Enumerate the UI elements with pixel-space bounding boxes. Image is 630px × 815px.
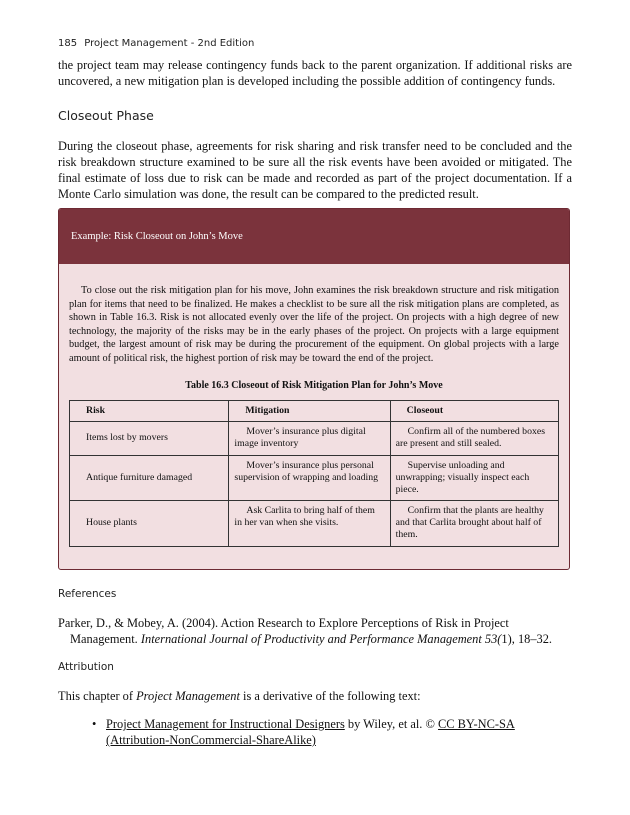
cell-mitigation-text: Mover’s insurance plus digital image inventory xyxy=(234,425,366,449)
example-body-text: To close out the risk mitigation plan for his move, John examines the risk breakdown structure and risk mitigation plan for items that need to be finalized. He makes a checklist to be sure all the risk mitigation plans are completed, as shown in Table 16.3. Risk is not allocated evenly over the life of the project. On projects with a high degree of new technology, the majority of the risks may be in the early phases of the project. On projects with a large equipment budget, the largest amount of risk may be during the procurement of the equipment. On global projects with a large amount of political risk, the highest portion of risk may be toward the end of the project. xyxy=(69,285,559,364)
cell-closeout xyxy=(390,455,558,500)
section-heading: Closeout Phase xyxy=(58,108,154,123)
attribution-heading: Attribution xyxy=(58,661,114,673)
header-closeout: Closeout xyxy=(390,400,558,421)
references-heading: References xyxy=(58,588,117,600)
cell-closeout xyxy=(390,421,558,455)
cell-closeout xyxy=(390,500,558,546)
running-title: Project Management - 2nd Edition xyxy=(84,38,255,49)
license-link[interactable]: CC BY-NC-SA (Attribution-NonCommercial-ShareAlike) xyxy=(106,717,515,747)
attribution-before: This chapter of xyxy=(58,689,137,703)
table-row xyxy=(70,500,559,546)
reference-journal: International Journal of Productivity and Performance Management 53( xyxy=(140,632,502,646)
cell-closeout-text: Confirm all of the numbered boxes are present and still sealed. xyxy=(395,425,546,449)
intro-paragraph: the project team may release contingency funds back to the parent organization. If additional risks are uncovered, a new mitigation plan is developed including the possible addition of contingency funds. xyxy=(58,58,572,88)
table-row xyxy=(70,455,559,500)
cell-mitigation-text: Mover’s insurance plus personal supervision of wrapping and loading xyxy=(234,459,379,483)
risk-closeout-table xyxy=(69,400,559,547)
example-box xyxy=(58,208,570,570)
cell-mitigation xyxy=(229,421,390,455)
attribution-list xyxy=(92,716,572,748)
example-box-body xyxy=(59,264,569,547)
reference-volume: 1), 18–32. xyxy=(501,632,553,646)
cell-risk: Antique furniture damaged xyxy=(70,455,229,500)
cell-mitigation xyxy=(229,500,390,546)
cell-mitigation xyxy=(229,455,390,500)
attribution-after: is a derivative of the following text: xyxy=(239,689,421,703)
attribution-book-title: Project Management xyxy=(136,689,240,703)
reference-entry xyxy=(58,615,572,647)
cell-closeout-text: Confirm that the plants are healthy and that Carlita brought about half of them. xyxy=(395,504,544,540)
source-credit: by Wiley, et al. © xyxy=(344,717,439,731)
cell-risk: Items lost by movers xyxy=(70,421,229,455)
page-number: 185 xyxy=(58,38,78,49)
attribution-text xyxy=(58,688,572,704)
running-header xyxy=(58,38,254,49)
bullet-marker: • xyxy=(92,717,97,731)
cell-risk: House plants xyxy=(70,500,229,546)
source-link[interactable]: Project Management for Instructional Designers xyxy=(106,717,345,731)
cell-closeout-text: Supervise unloading and unwrapping; visually inspect each piece. xyxy=(395,459,530,495)
header-risk: Risk xyxy=(70,400,229,421)
table-row xyxy=(70,421,559,455)
header-mitigation: Mitigation xyxy=(229,400,390,421)
cell-mitigation-text: Ask Carlita to bring half of them in her van when she visits. xyxy=(234,504,375,528)
example-box-title: Example: Risk Closeout on John’s Move xyxy=(59,209,569,264)
closeout-paragraph: During the closeout phase, agreements for risk sharing and risk transfer need to be concluded and the risk breakdown structure examined to be sure all the risk events have been avoided or mitigated. The final estimate of loss due to risk can be made and recorded as part of the project documentation. If a Monte Carlo simulation was done, the result can be compared to the predicted result. xyxy=(58,139,572,201)
table-header-row xyxy=(70,400,559,421)
table-caption: Table 16.3 Closeout of Risk Mitigation Plan for John’s Move xyxy=(185,380,443,391)
list-item xyxy=(92,716,572,748)
reference-authors: Parker, D., & Mobey, A. (2004). Action Research to Explore Perceptions of Risk in Project Management. xyxy=(58,616,509,646)
